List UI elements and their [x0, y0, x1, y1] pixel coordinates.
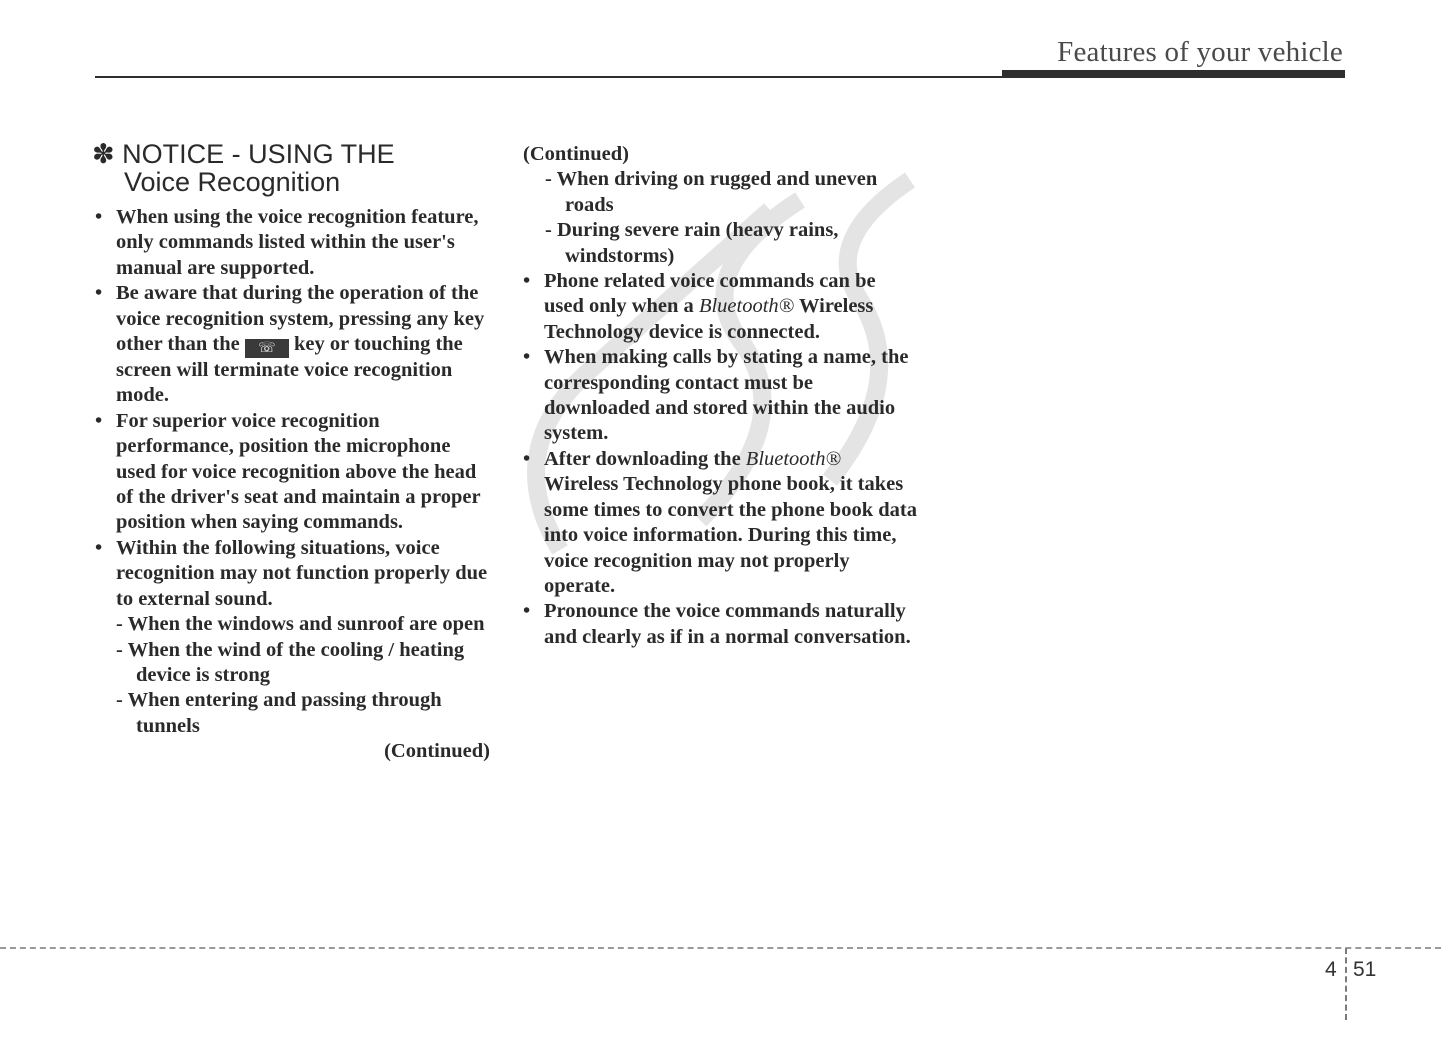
list-item: • Pronounce the voice commands naturally and clearly as if in a normal conversation.: [523, 600, 911, 648]
page-number: 51: [1353, 958, 1377, 981]
talk-key-icon: ☏: [245, 339, 289, 358]
sub-list-item: - When driving on rugged and uneven roads: [545, 168, 878, 216]
bullet-text-tail: Wireless Technology device is connected.: [544, 295, 874, 343]
right-column: [523, 142, 918, 650]
left-column: [95, 205, 490, 765]
bullet-text: When making calls by stating a name, the corresponding contact must be downloaded and stored within the audio system.: [544, 346, 909, 445]
continued-label: (Continued): [523, 143, 629, 165]
page-number-divider: [1345, 948, 1347, 1020]
footer-rule: [0, 947, 1441, 949]
notice-title: [92, 140, 395, 196]
bullet-text: For superior voice recognition performance, position the microphone used for voice recognition above the head of the driver's seat and maintain a proper position when saying commands.: [116, 409, 481, 534]
list-item: • After downloading the Bluetooth® Wireless Technology phone book, it takes some times to convert the phone book data into voice information. During this time, voice recognition may not properly operate.: [523, 447, 917, 597]
continued-label: (Continued): [384, 740, 490, 763]
list-item: • Within the following situations, voice recognition may not function properly due to external sound.: [95, 536, 488, 610]
list-item: • Phone related voice commands can be used only when a Bluetooth® Wireless Technology device is connected.: [523, 270, 876, 343]
bullet-text: Within the following situations, voice recognition may not function properly due to external sound.: [116, 536, 488, 610]
sub-list-item: - When the wind of the cooling / heating device is strong: [116, 638, 465, 686]
bullet-text-tail: key or touching the screen will terminate voice recognition mode.: [116, 333, 463, 407]
list-item: • When using the voice recognition feature, only commands listed within the user's manual are supported.: [95, 206, 479, 279]
notice-symbol-icon: ✽: [92, 139, 115, 169]
bullet-text: Be aware that during the operation of the voice recognition system, pressing any key other than the: [116, 282, 485, 356]
bluetooth-term: Bluetooth®: [698, 295, 795, 318]
running-header: Features of your vehicle: [1057, 36, 1343, 68]
list-item: • Be aware that during the operation of the voice recognition system, pressing any key other than the ☏ key or touching the screen will terminate voice recognition mode.: [95, 282, 485, 407]
bluetooth-term: Bluetooth®: [745, 447, 842, 470]
bullet-text: When using the voice recognition feature, only commands listed within the user's manual are supported.: [116, 206, 479, 279]
list-item: • For superior voice recognition performance, position the microphone used for voice recognition above the head of the driver's seat and maintain a proper position when saying commands.: [95, 409, 481, 534]
notice-title-line1: NOTICE - USING THE: [122, 139, 395, 169]
list-item: • When making calls by stating a name, the corresponding contact must be downloaded and stored within the audio system.: [523, 346, 909, 445]
bullet-text: Pronounce the voice commands naturally and clearly as if in a normal conversation.: [544, 600, 911, 648]
bullet-text-tail: Wireless Technology phone book, it takes some times to convert the phone book data into voice information. During this time, voice recognition may not properly operate.: [544, 473, 917, 597]
sub-list-item: - During severe rain (heavy rains, windstorms): [545, 219, 839, 267]
bullet-text: Phone related voice commands can be used only when a: [544, 270, 876, 318]
notice-title-line2: Voice Recognition: [124, 167, 341, 197]
chapter-number: 4: [1325, 958, 1337, 981]
header-rule-accent: [1002, 70, 1345, 78]
sub-list-item: - When entering and passing through tunnels: [116, 689, 442, 737]
sub-list-item: - When the windows and sunroof are open: [116, 613, 485, 636]
bullet-text: After downloading the: [544, 447, 746, 470]
